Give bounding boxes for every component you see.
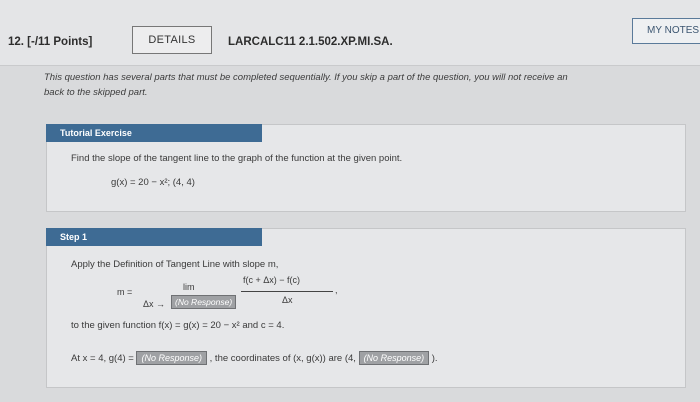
m-equals: m = xyxy=(117,287,133,297)
at-x-suffix: ). xyxy=(431,353,438,364)
step1-tab: Step 1 xyxy=(46,228,262,246)
intro-line-2: back to the skipped part. xyxy=(44,87,148,98)
at-x-prefix: At x = 4, g(4) = xyxy=(71,353,134,364)
delta-x-arrow: Δx → xyxy=(143,299,166,309)
tutorial-instruction: Find the slope of the tangent line to the graph of the function at the given point. xyxy=(71,153,403,164)
my-notes-button[interactable]: MY NOTES xyxy=(632,18,700,44)
at-x-middle: , the coordinates of (x, g(x)) are (4, xyxy=(209,353,356,364)
intro-text xyxy=(44,70,700,100)
limit-target-field[interactable] xyxy=(171,295,236,309)
coordinate-no-response[interactable]: (No Response) xyxy=(359,351,430,365)
details-button[interactable]: DETAILS xyxy=(132,26,212,54)
limit-target-no-response[interactable]: (No Response) xyxy=(171,295,236,309)
tutorial-tab: Tutorial Exercise xyxy=(46,124,262,142)
tutorial-panel xyxy=(46,124,686,212)
fraction-numerator: f(c + Δx) − f(c) xyxy=(243,275,301,285)
coordinates-line xyxy=(71,351,438,365)
fraction-comma: , xyxy=(335,285,338,295)
function-definition: g(x) = 20 − x²; (4, 4) xyxy=(111,177,195,188)
lim-label: lim xyxy=(183,282,195,292)
fraction-denominator: Δx xyxy=(282,295,293,305)
g4-no-response[interactable]: (No Response) xyxy=(136,351,207,365)
question-code: LARCALC11 2.1.502.XP.MI.SA. xyxy=(228,36,393,48)
fraction-bar xyxy=(241,291,333,292)
question-header xyxy=(0,0,700,66)
intro-line-1: This question has several parts that must be completed sequentially. If you skip a part of the question, you will not receive an xyxy=(44,72,568,83)
given-function-text: to the given function f(x) = g(x) = 20 − x² and c = 4. xyxy=(71,320,285,331)
apply-definition-text: Apply the Definition of Tangent Line with slope m, xyxy=(71,259,279,270)
question-number: 12. [-/11 Points] xyxy=(8,36,93,48)
step1-panel xyxy=(46,228,686,388)
